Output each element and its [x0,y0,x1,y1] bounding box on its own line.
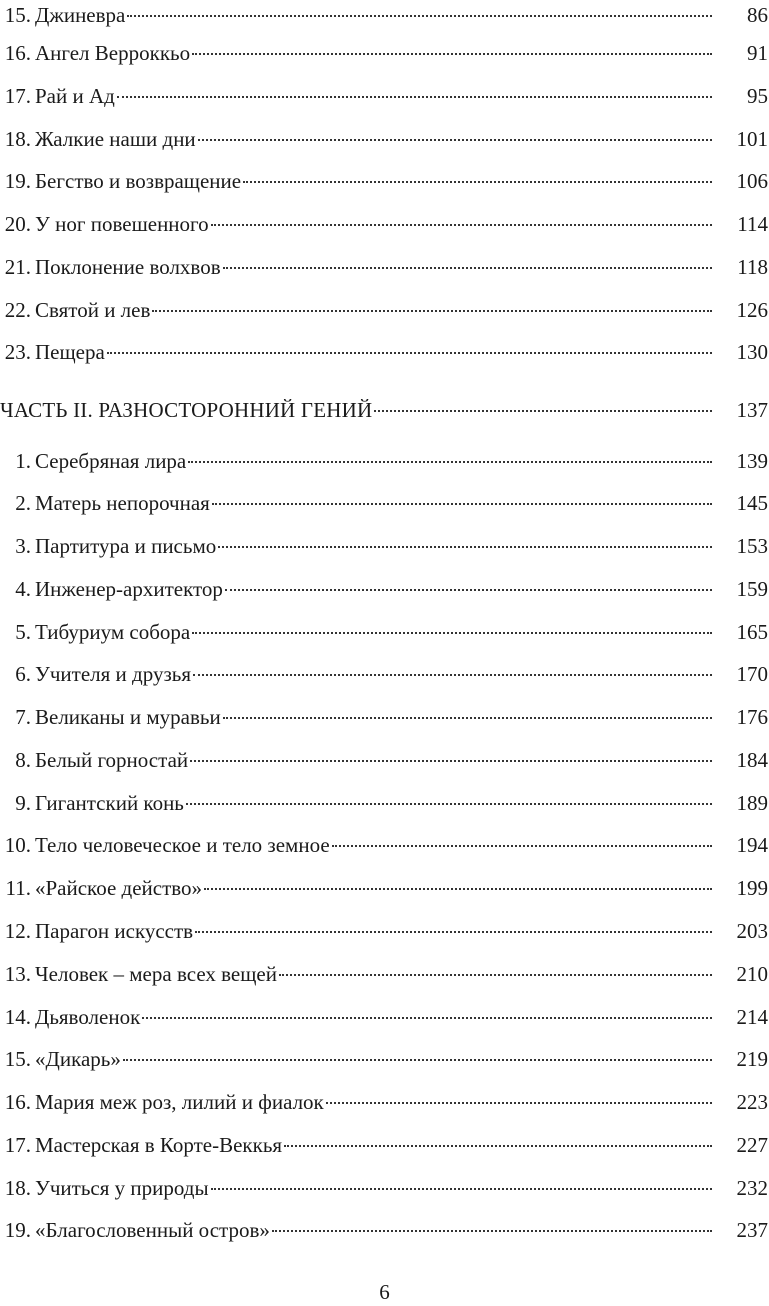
entry-number: 18. [4,127,31,151]
dot-leader [193,674,712,676]
entry-page: 227 [736,1133,768,1157]
part-page: 137 [736,398,768,422]
entry-title: Тибуриум собора [35,620,191,644]
entry-title: Пещера [35,340,105,364]
entry-page: 139 [736,449,768,473]
dot-leader [211,224,712,226]
dot-leader [142,1017,712,1019]
dot-leader [192,53,712,55]
toc-entry [0,1173,769,1203]
dot-leader [223,717,712,719]
toc-entry [0,788,769,818]
entry-page: 95 [747,84,768,108]
entry-page: 106 [736,169,768,193]
toc-entry [0,209,769,239]
dot-leader [195,931,712,933]
entry-page: 101 [736,127,768,151]
entry-number: 6. [15,662,31,686]
toc-entry [0,81,769,111]
entry-number: 7. [15,705,31,729]
dot-leader [188,461,712,463]
toc-entry [0,166,769,196]
entry-page: 86 [747,3,768,27]
entry-page: 130 [736,340,768,364]
entry-page: 232 [736,1176,768,1200]
dot-leader [332,845,712,847]
entry-number: 18. [4,1176,31,1200]
toc-entry [0,745,769,775]
dot-leader [326,1102,712,1104]
entry-number: 10. [4,833,31,857]
dot-leader [374,410,712,412]
entry-title: «Дикарь» [35,1047,121,1071]
entry-number: 17. [4,84,31,108]
toc-entry [0,1044,769,1074]
entry-number: 14. [4,1005,31,1029]
entry-title: Поклонение волхвов [35,255,221,279]
entry-title: Мария меж роз, лилий и фиалок [35,1090,324,1114]
entry-number: 5. [15,620,31,644]
entry-number: 12. [4,919,31,943]
entry-number: 4. [15,577,31,601]
toc-entry [0,1002,769,1032]
entry-page: 153 [736,534,768,558]
entry-number: 2. [15,491,31,515]
entry-number: 15. [4,1047,31,1071]
entry-page: 237 [736,1218,768,1242]
entry-title: Бегство и возвращение [35,169,242,193]
toc-entry [0,446,769,476]
entry-title: Джиневра [35,3,126,27]
toc-entry [0,659,769,689]
entry-title: «Благословенный остров» [35,1218,270,1242]
entry-number: 23. [4,340,31,364]
dot-leader [218,546,712,548]
entry-number: 20. [4,212,31,236]
entry-title: Великаны и муравьи [35,705,221,729]
entry-page: 210 [736,962,768,986]
dot-leader [223,267,712,269]
dot-leader [211,1188,712,1190]
toc-entry [0,916,769,946]
entry-title: Партитура и письмо [35,534,217,558]
toc-entry [0,959,769,989]
entry-page: 126 [736,298,768,322]
entry-number: 17. [4,1133,31,1157]
entry-title: Святой и лев [35,298,151,322]
entry-page: 145 [736,491,768,515]
entry-title: Матерь непорочная [35,491,210,515]
dot-leader [192,632,712,634]
entry-title: Белый горностай [35,748,189,772]
entry-page: 214 [736,1005,768,1029]
entry-page: 114 [737,212,768,236]
entry-title: Парагон искусств [35,919,194,943]
entry-title: У ног повешенного [35,212,209,236]
entry-title: Ангел Верроккьо [35,41,191,65]
entry-title: Мастерская в Корте-Веккья [35,1133,283,1157]
entry-page: 91 [747,41,768,65]
entry-page: 199 [736,876,768,900]
entry-title: Инженер-архитектор [35,577,223,601]
toc-entry [0,702,769,732]
entry-page: 170 [736,662,768,686]
page-number: 6 [379,1280,390,1304]
dot-leader [225,589,712,591]
toc-entry [0,295,769,325]
dot-leader [279,974,712,976]
dot-leader [204,888,712,890]
entry-page: 189 [736,791,768,815]
dot-leader [198,139,712,141]
toc-entry [0,617,769,647]
entry-title: Рай и Ад [35,84,115,108]
dot-leader [123,1059,712,1061]
dot-leader [212,503,712,505]
entry-page: 223 [736,1090,768,1114]
toc-entry [0,38,769,68]
entry-page: 118 [737,255,768,279]
toc-entry [0,252,769,282]
entry-title: Серебряная лира [35,449,187,473]
dot-leader [272,1230,712,1232]
entry-page: 176 [736,705,768,729]
dot-leader [186,803,712,805]
toc-entry [0,574,769,604]
dot-leader [117,96,712,98]
toc-entry [0,337,769,367]
entry-number: 19. [4,1218,31,1242]
entry-number: 16. [4,41,31,65]
dot-leader [152,310,712,312]
part-heading [0,395,769,425]
entry-page: 219 [736,1047,768,1071]
toc-entry [0,873,769,903]
entry-title: Дьяволенок [35,1005,141,1029]
entry-page: 194 [736,833,768,857]
entry-title: «Райское действо» [35,876,203,900]
entry-title: Учителя и друзья [35,662,191,686]
toc-entry [0,1215,769,1245]
entry-number: 22. [4,298,31,322]
entry-page: 165 [736,620,768,644]
entry-number: 11. [5,876,31,900]
entry-title: Учиться у природы [35,1176,209,1200]
dot-leader [243,181,712,183]
toc-entry [0,1130,769,1160]
dot-leader [190,760,712,762]
part-title: ЧАСТЬ II. РАЗНОСТОРОННИЙ ГЕНИЙ [0,398,373,422]
entry-number: 8. [15,748,31,772]
entry-page: 203 [736,919,768,943]
dot-leader [127,15,712,17]
entry-number: 9. [15,791,31,815]
toc-entry [0,0,769,30]
toc-entry [0,531,769,561]
entry-title: Гигантский конь [35,791,184,815]
toc-entry [0,1087,769,1117]
entry-title: Тело человеческое и тело земное [35,833,330,857]
entry-title: Человек – мера всех вещей [35,962,277,986]
toc-entry [0,124,769,154]
entry-page: 159 [736,577,768,601]
entry-number: 16. [4,1090,31,1114]
entry-number: 19. [4,169,31,193]
toc-entry [0,830,769,860]
entry-number: 1. [15,449,31,473]
dot-leader [284,1145,712,1147]
entry-number: 13. [4,962,31,986]
entry-page: 184 [736,748,768,772]
toc-entry [0,488,769,518]
entry-title: Жалкие наши дни [35,127,196,151]
dot-leader [107,352,712,354]
entry-number: 15. [4,3,31,27]
entry-number: 3. [15,534,31,558]
entry-number: 21. [4,255,31,279]
